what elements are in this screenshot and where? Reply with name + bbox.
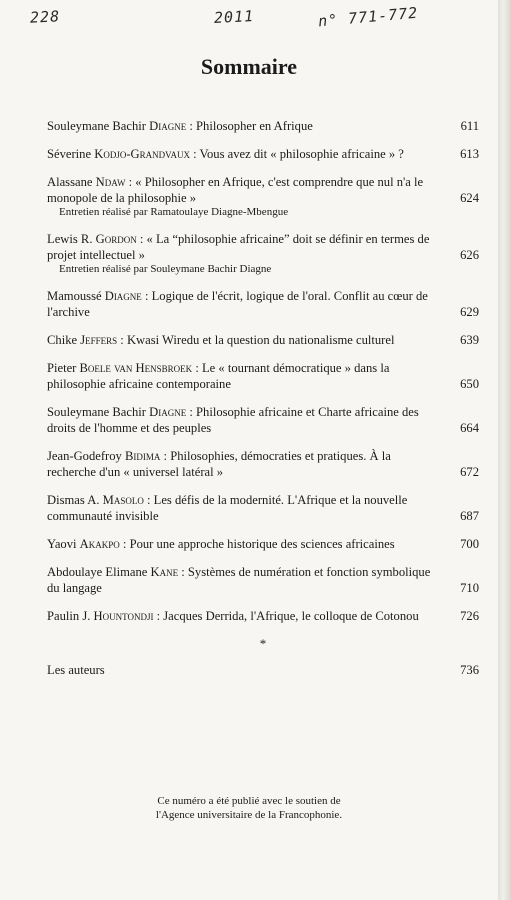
handwritten-note-left: 228: [29, 7, 61, 27]
entry-title: Systèmes de numération et fonction symbolique du langage: [47, 565, 431, 595]
page-title: Sommaire: [200, 54, 298, 79]
entry-page: 736: [460, 663, 479, 677]
toc-entry-authors: [47, 662, 479, 678]
entry-subtitle: Entretien réalisé par Ramatoulaye Diagne-Mbengue: [59, 206, 289, 218]
entry-title: Kwasi Wiredu et la question du nationalisme culturel: [126, 333, 395, 347]
entry-page: 710: [460, 581, 479, 595]
entry-title: Le « tournant démocratique » dans la philosophie africaine contemporaine: [47, 361, 390, 391]
entry-title: Logique de l'écrit, logique de l'oral. Conflit au cœur de l'archive: [47, 289, 428, 319]
toc-entry: Souleymane Bachir Diagne : Philosopher en Afrique 611: [47, 119, 479, 133]
publication-note-line: l'Agence universitaire de la Francophonie.: [155, 809, 343, 821]
entry-title: Philosophie africaine et Charte africaine des droits de l'homme et des peuples: [47, 405, 419, 435]
entry-title: Jacques Derrida, l'Afrique, le colloque de Cotonou: [163, 609, 419, 623]
toc-entry: Mamoussé Diagne : Logique de l'écrit, logique de l'oral. Conflit au cœur de l'archive 629: [47, 289, 479, 319]
entry-page: 700: [460, 537, 479, 551]
entry-author: Dismas A. Masolo: [47, 493, 144, 507]
entry-page: 624: [460, 191, 479, 205]
entry-author: Séverine Kodjo-Grandvaux: [47, 147, 190, 161]
toc-entry: Paulin J. Hountondji : Jacques Derrida, l'Afrique, le colloque de Cotonou 726: [47, 609, 479, 623]
entry-title: Les défis de la modernité. L'Afrique et la nouvelle communauté invisible: [47, 493, 408, 523]
entry-author: Paulin J. Hountondji: [47, 609, 154, 623]
entry-page: 650: [460, 377, 479, 391]
page-edge: [498, 0, 511, 900]
entry-subtitle: Entretien réalisé par Souleymane Bachir Diagne: [59, 263, 272, 275]
entry-page: 629: [460, 305, 479, 319]
entry-author: Lewis R. Gordon: [47, 232, 137, 246]
entry-title: Pour une approche historique des sciences africaines: [129, 537, 395, 551]
entry-author: Alassane Ndaw: [47, 175, 126, 189]
entry-author: Jean-Godefroy Bidima: [47, 449, 161, 463]
toc-entry: Lewis R. Gordon : « La “philosophie africaine” doit se définir en termes de projet intellectuel » Entretien réalisé par Souleymane Bachir Diagne 626: [47, 232, 479, 275]
toc-entry: Pieter Boele van Hensbroek : Le « tournant démocratique » dans la philosophie africaine contemporaine 650: [47, 361, 479, 391]
entry-author: Souleymane Bachir Diagne: [47, 405, 187, 419]
entry-title: Philosopher en Afrique: [196, 119, 313, 133]
handwritten-note-year: 2011: [213, 6, 255, 28]
publication-note-line: Ce numéro a été publié avec le soutien de: [157, 795, 341, 807]
entry-author: Abdoulaye Elimane Kane: [47, 565, 179, 579]
toc-entry: Séverine Kodjo-Grandvaux : Vous avez dit « philosophie africaine » ? 613: [47, 147, 479, 161]
handwritten-note-issue: n° 771-772: [317, 3, 419, 31]
toc-entry: Jean-Godefroy Bidima : Philosophies, démocraties et pratiques. À la recherche d'un « universel latéral » 672: [47, 449, 479, 479]
toc-entry: Abdoulaye Elimane Kane : Systèmes de numération et fonction symbolique du langage 710: [47, 565, 479, 595]
entry-author: Souleymane Bachir Diagne: [47, 119, 187, 133]
entry-page: 639: [460, 333, 479, 347]
entry-title: Les auteurs: [47, 663, 105, 677]
entry-title: Philosophies, démocraties et pratiques. À la recherche d'un « universel latéral »: [47, 449, 391, 479]
toc-entry: Alassane Ndaw : « Philosopher en Afrique, c'est comprendre que nul n'a le monopole de la philosophie » Entretien réalisé par Ramatoulaye Diagne-Mbengue 624: [47, 175, 479, 218]
entry-author: Chike Jeffers: [47, 333, 118, 347]
entry-title: « La “philosophie africaine” doit se définir en termes de projet intellectuel »: [47, 232, 430, 262]
entry-page: 664: [460, 421, 479, 435]
entry-title: Vous avez dit « philosophie africaine » ?: [199, 147, 404, 161]
entry-page: 672: [460, 465, 479, 479]
toc-entry: Souleymane Bachir Diagne : Philosophie africaine et Charte africaine des droits de l'homme et des peuples 664: [47, 405, 479, 435]
toc-entry: Yaovi Akakpo : Pour une approche historique des sciences africaines 700: [47, 537, 479, 551]
entry-title: « Philosopher en Afrique, c'est comprendre que nul n'a le monopole de la philosophie »: [47, 175, 424, 205]
section-separator: *: [259, 636, 267, 651]
toc-entry: Dismas A. Masolo : Les défis de la modernité. L'Afrique et la nouvelle communauté invisible 687: [47, 493, 479, 523]
publication-note: [0, 794, 498, 822]
entry-author: Pieter Boele van Hensbroek: [47, 361, 193, 375]
table-of-contents: [47, 118, 479, 690]
entry-page: 687: [460, 509, 479, 523]
entry-page: 611: [460, 119, 479, 133]
toc-entry: Chike Jeffers : Kwasi Wiredu et la question du nationalisme culturel 639: [47, 333, 479, 347]
entry-author: Mamoussé Diagne: [47, 289, 142, 303]
entry-page: 613: [460, 147, 479, 161]
entry-page: 726: [460, 609, 479, 623]
entry-author: Yaovi Akakpo: [47, 537, 120, 551]
entry-page: 626: [460, 248, 479, 262]
